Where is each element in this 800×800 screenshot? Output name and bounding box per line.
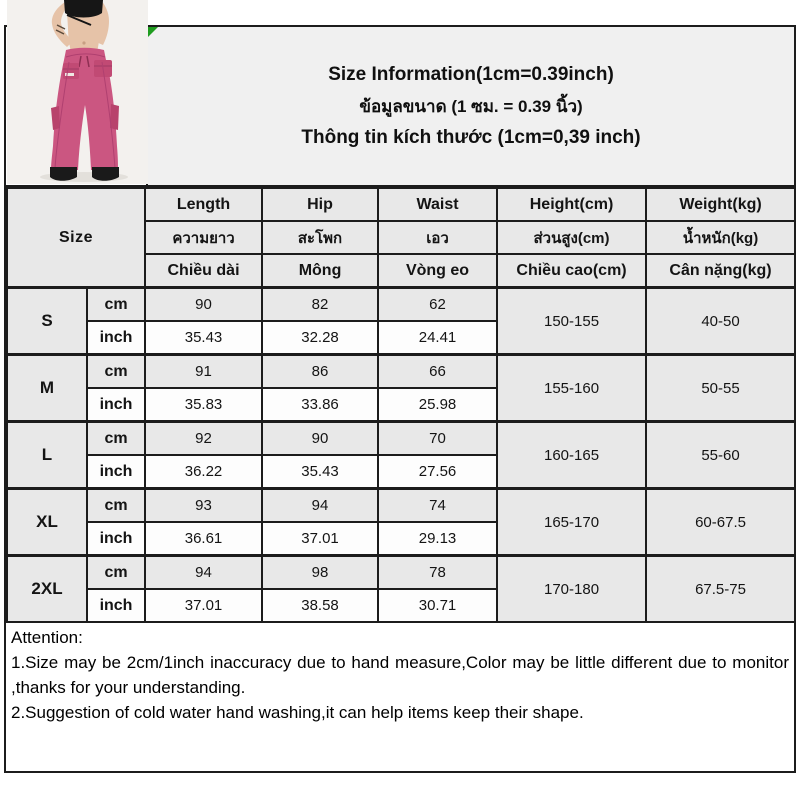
size-label: M <box>7 355 87 422</box>
value-cell: 29.13 <box>378 522 497 556</box>
col-header-height-vi: Chiều cao(cm) <box>497 254 646 288</box>
col-header-height-en: Height(cm) <box>497 188 646 221</box>
header-row-en <box>7 188 795 221</box>
value-cell: 32.28 <box>262 321 378 355</box>
size-info-title-cell <box>148 27 794 185</box>
size-label: S <box>7 288 87 355</box>
unit-label: cm <box>87 556 145 590</box>
value-cell: 92 <box>145 422 262 456</box>
weight-range-cell: 50-55 <box>646 355 795 422</box>
col-header-hip-en: Hip <box>262 188 378 221</box>
notes-title: Attention: <box>11 628 83 647</box>
value-cell: 93 <box>145 489 262 523</box>
value-cell: 94 <box>262 489 378 523</box>
note-line: 2.Suggestion of cold water hand washing,it can help items keep their shape. <box>11 703 584 722</box>
table-row <box>7 489 795 523</box>
value-cell: 30.71 <box>378 589 497 622</box>
model-figure <box>7 0 148 184</box>
value-cell: 35.83 <box>145 388 262 422</box>
title-vietnamese: Thông tin kích thước (1cm=0,39 inch) <box>301 126 641 148</box>
unit-label: inch <box>87 589 145 622</box>
col-header-length-th: ความยาว <box>145 221 262 254</box>
value-cell: 36.61 <box>145 522 262 556</box>
col-header-weight-en: Weight(kg) <box>646 188 795 221</box>
value-cell: 82 <box>262 288 378 322</box>
col-header-length-vi: Chiều dài <box>145 254 262 288</box>
value-cell: 27.56 <box>378 455 497 489</box>
col-header-length-en: Length <box>145 188 262 221</box>
model-crop-top <box>64 0 103 18</box>
value-cell: 37.01 <box>145 589 262 622</box>
height-range-cell: 150-155 <box>497 288 646 355</box>
table-row <box>7 288 795 322</box>
size-corner-label: Size <box>7 188 145 288</box>
value-cell: 35.43 <box>262 455 378 489</box>
table-row <box>7 355 795 389</box>
table-row <box>7 556 795 590</box>
value-cell: 94 <box>145 556 262 590</box>
weight-range-cell: 40-50 <box>646 288 795 355</box>
pants-left-pocket <box>63 63 79 79</box>
col-header-weight-vi: Cân nặng(kg) <box>646 254 795 288</box>
value-cell: 36.22 <box>145 455 262 489</box>
product-photo <box>7 0 148 184</box>
value-cell: 78 <box>378 556 497 590</box>
value-cell: 37.01 <box>262 522 378 556</box>
unit-label: cm <box>87 288 145 322</box>
height-range-cell: 155-160 <box>497 355 646 422</box>
title-english: Size Information(1cm=0.39inch) <box>328 63 614 85</box>
unit-label: cm <box>87 422 145 456</box>
col-header-hip-th: สะโพก <box>262 221 378 254</box>
unit-label: cm <box>87 355 145 389</box>
model-shoe <box>50 167 77 181</box>
size-label: L <box>7 422 87 489</box>
col-header-hip-vi: Mông <box>262 254 378 288</box>
value-cell: 38.58 <box>262 589 378 622</box>
col-header-waist-en: Waist <box>378 188 497 221</box>
col-header-waist-vi: Vòng eo <box>378 254 497 288</box>
notes-section <box>6 623 794 771</box>
unit-label: inch <box>87 455 145 489</box>
unit-label: inch <box>87 522 145 556</box>
col-header-weight-th: น้ำหนัก(kg) <box>646 221 795 254</box>
col-header-waist-th: เอว <box>378 221 497 254</box>
cell-corner-marker-icon <box>148 27 158 37</box>
value-cell: 90 <box>145 288 262 322</box>
value-cell: 90 <box>262 422 378 456</box>
weight-range-cell: 60-67.5 <box>646 489 795 556</box>
value-cell: 86 <box>262 355 378 389</box>
value-cell: 66 <box>378 355 497 389</box>
value-cell: 62 <box>378 288 497 322</box>
note-line: ,thanks for your understanding. <box>11 678 246 697</box>
unit-label: inch <box>87 321 145 355</box>
value-cell: 35.43 <box>145 321 262 355</box>
size-label: XL <box>7 489 87 556</box>
note-line: 1.Size may be 2cm/1inch inaccuracy due to hand measure,Color may be little different due to monitor <box>11 653 789 672</box>
weight-range-cell: 55-60 <box>646 422 795 489</box>
title-thai: ข้อมูลขนาด (1 ซม. = 0.39 นิ้ว) <box>359 96 583 116</box>
table-row <box>7 422 795 456</box>
model-shoe <box>92 167 119 181</box>
value-cell: 98 <box>262 556 378 590</box>
weight-range-cell: 67.5-75 <box>646 556 795 623</box>
col-header-height-th: ส่วนสูง(cm) <box>497 221 646 254</box>
value-cell: 33.86 <box>262 388 378 422</box>
height-range-cell: 160-165 <box>497 422 646 489</box>
value-cell: 25.98 <box>378 388 497 422</box>
height-range-cell: 170-180 <box>497 556 646 623</box>
size-table <box>6 187 796 623</box>
unit-label: inch <box>87 388 145 422</box>
value-cell: 74 <box>378 489 497 523</box>
value-cell: 70 <box>378 422 497 456</box>
unit-label: cm <box>87 489 145 523</box>
value-cell: 91 <box>145 355 262 389</box>
value-cell: 24.41 <box>378 321 497 355</box>
size-label: 2XL <box>7 556 87 623</box>
height-range-cell: 165-170 <box>497 489 646 556</box>
